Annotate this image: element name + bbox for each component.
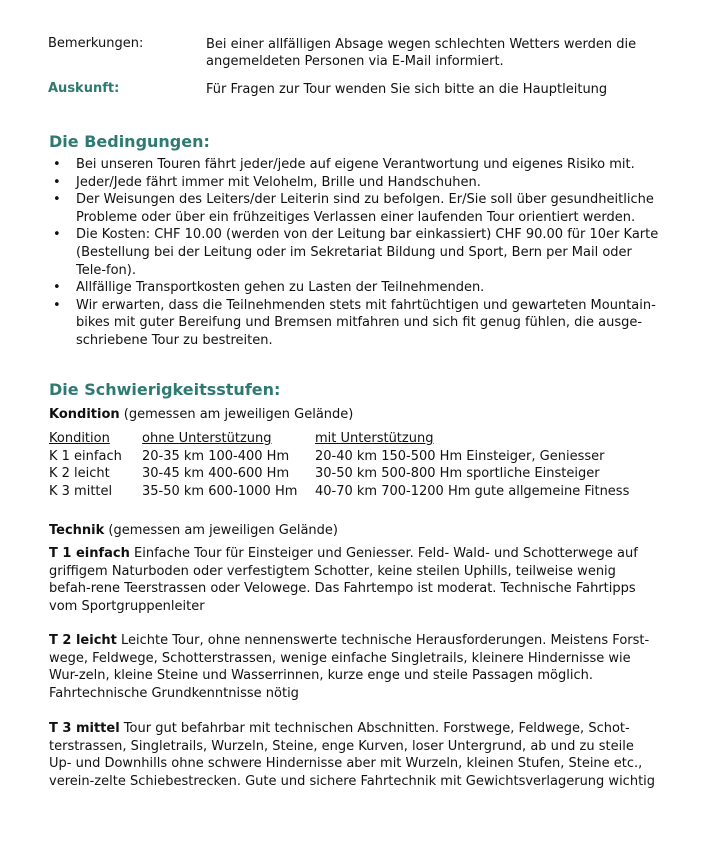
list-item: • Der Weisungen des Leiters/der Leiterin sind zu befolgen. Er/Sie soll über gesundheitliche Probleme oder über ein frühzeitiges Verlassen einer laufenden Tour orientiert werden. [49, 191, 659, 226]
table-row [49, 448, 645, 466]
condition-table [49, 430, 645, 500]
table-cell: 30-45 km 400-600 Hm [142, 466, 290, 481]
list-item: • Allfällige Transportkosten gehen zu Lasten der Teilnehmenden. [49, 279, 659, 297]
table-cell: 20-35 km 100-400 Hm [142, 448, 290, 464]
level-label: T 1 einfach [49, 546, 130, 561]
table-cell: K 3 mittel [49, 483, 113, 499]
technique-level-t3 [49, 720, 659, 790]
column-header: ohne Unterstützung [142, 431, 272, 446]
technique-title: Technik [49, 523, 105, 538]
remarks-row [48, 36, 646, 70]
level-label: T 2 leicht [49, 633, 117, 648]
level-label: T 3 mittel [49, 721, 120, 736]
table-cell: K 1 einfach [49, 448, 122, 464]
conditions-list [49, 156, 659, 350]
list-item: • Wir erwarten, dass die Teilnehmenden stets mit fahrtüchtigen und gewarteten Mountain-bikes mit guter Bereifung und Bremsen mitfahren und sich fit genug fühlen, die ausge-schriebene Tour zu bestreiten. [49, 297, 659, 350]
technique-subtitle: (gemessen am jeweiligen Gelände) [104, 523, 338, 538]
table-cell: 30-50 km 500-800 Hm sportliche Einsteiger [315, 466, 600, 481]
level-text: Einfache Tour für Einsteiger und Geniesser. Feld- Wald- und Schotterwege auf griffigem Naturboden oder verfestigtem Schotter, keine steilen Uphills, teilweise wenig befah-rene Teerstrassen oder Velowege. Das Fahrtempo ist moderat. Technische Fahrtipps vom Sportgruppenleiter [49, 546, 638, 614]
column-header: mit Unterstützung [315, 431, 434, 446]
difficulty-heading: Die Schwierigkeitsstufen: [49, 380, 281, 399]
technique-level-t1 [49, 545, 659, 615]
column-header: Kondition [49, 431, 110, 446]
level-text: Leichte Tour, ohne nennenswerte technische Herausforderungen. Meistens Forst-wege, Feldwege, Schotterstrassen, wenige einfache Singletrails, kleinere Hindernisse wie Wur-zeln, kleine Steine und Wasserrinnen, kurze enge und steile Passagen möglich. Fahrtechnische Grundkenntnisse nötig [49, 633, 650, 701]
list-item: • Die Kosten: CHF 10.00 (werden von der Leitung bar einkassiert) CHF 90.00 für 10er Karte (Bestellung bei der Leitung oder im Sekretariat Bildung und Sport, Bern per Mail oder Tele-fon). [49, 226, 659, 279]
list-item: • Bei unseren Touren fährt jeder/jede auf eigene Verantwortung und eigenes Risiko mit. [49, 156, 659, 174]
table-cell: 20-40 km 150-500 Hm Einsteiger, Geniesser [315, 448, 605, 464]
technique-caption [49, 522, 659, 540]
table-cell: K 2 leicht [49, 466, 110, 481]
table-header-row [49, 430, 645, 448]
table-row [49, 465, 645, 483]
table-cell: 35-50 km 600-1000 Hm [142, 483, 298, 499]
table-cell: 40-70 km 700-1200 Hm gute allgemeine Fitness [315, 483, 630, 499]
info-label: Auskunft: [48, 81, 120, 96]
info-value: Für Fragen zur Tour wenden Sie sich bitte an die Hauptleitung [206, 82, 608, 97]
level-text: Tour gut befahrbar mit technischen Abschnitten. Forstwege, Feldwege, Schot-terstrassen, Singletrails, Wurzeln, Steine, enge Kurven, loser Untergrund, ab und zu steile Up- und Downhills ohne schwere Hindernisse aber mit Wurzeln, kleinen Stufen, Steine etc., verein-zelte Schiebestrecken. Gute und sichere Fahrtechnik mit Gewichtsverlagerung wichtig [49, 721, 656, 789]
info-row [48, 81, 646, 98]
technique-level-t2 [49, 632, 659, 702]
list-item: • Jeder/Jede fährt immer mit Velohelm, Brille und Handschuhen. [49, 174, 659, 192]
condition-title: Kondition [49, 407, 120, 422]
conditions-heading: Die Bedingungen: [49, 132, 210, 151]
table-row [49, 483, 645, 501]
condition-caption [49, 406, 659, 424]
condition-subtitle: (gemessen am jeweiligen Gelände) [119, 407, 354, 422]
remarks-value: Bei einer allfälligen Absage wegen schlechten Wetters werden die angemeldeten Personen via E-Mail informiert. [206, 37, 637, 69]
remarks-label: Bemerkungen: [48, 36, 144, 51]
